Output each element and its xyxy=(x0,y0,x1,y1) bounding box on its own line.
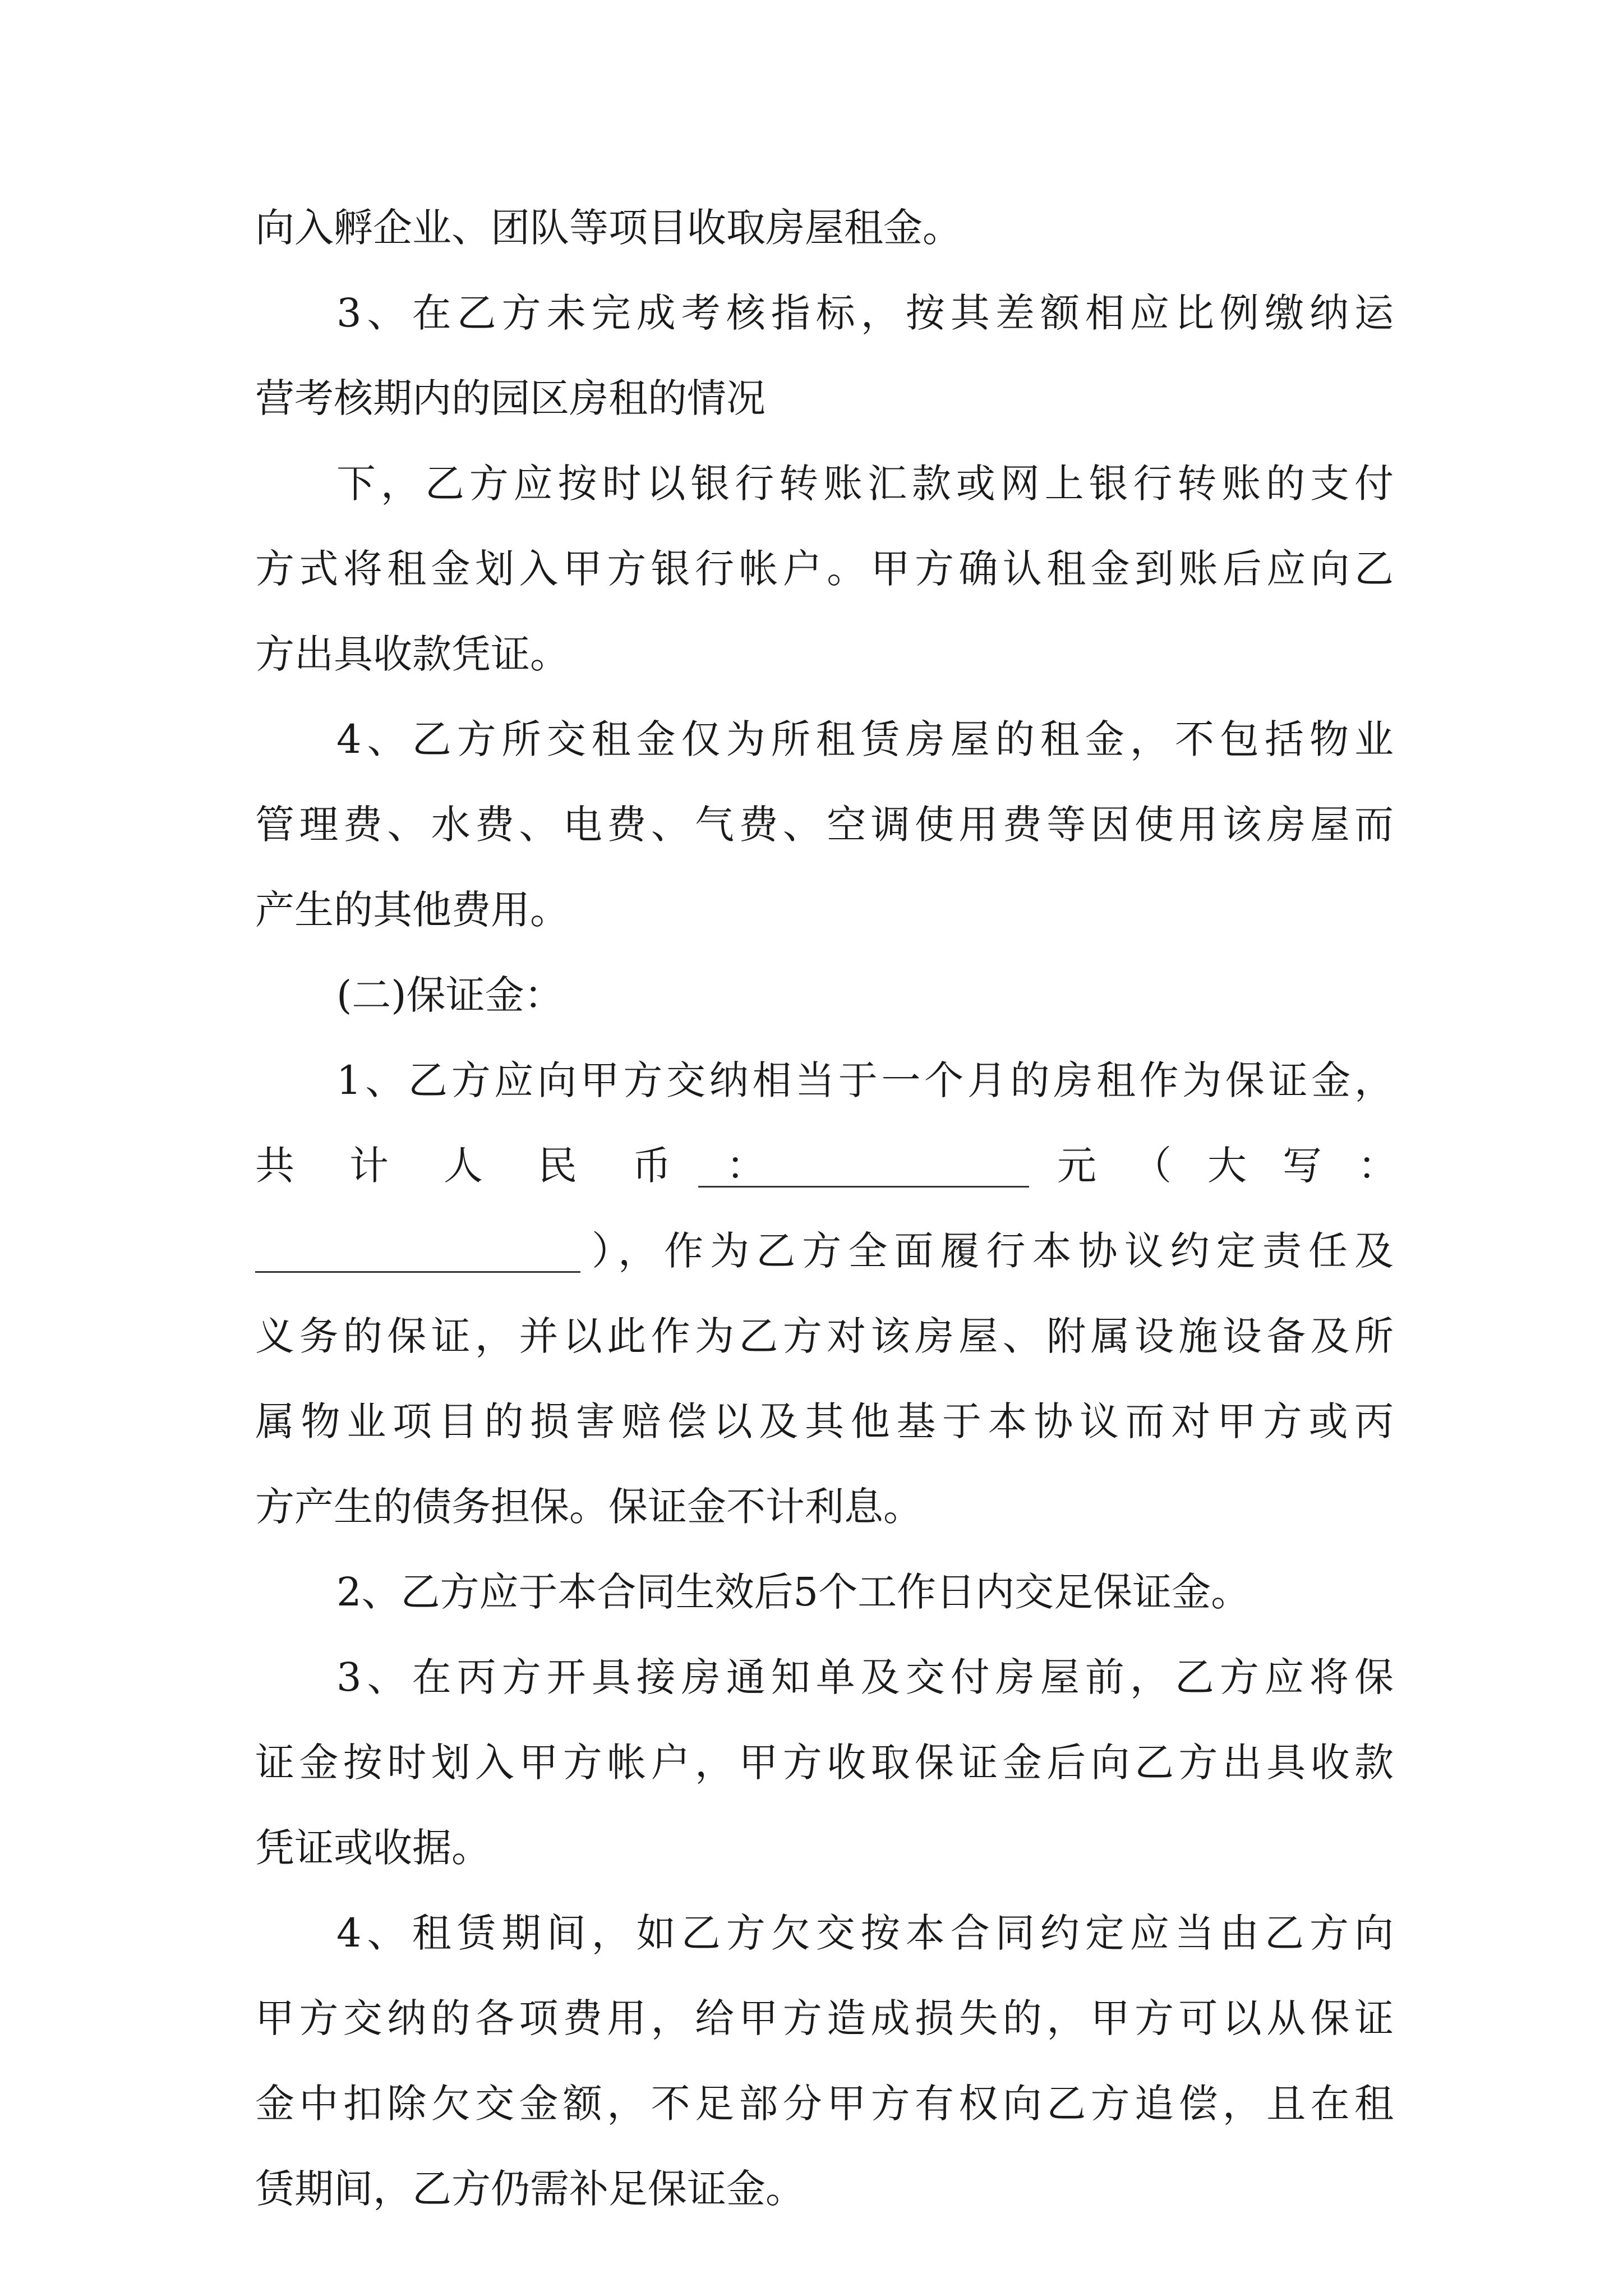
uppercase-blank-field[interactable] xyxy=(255,1232,580,1273)
text-line: 向入孵企业、团队等项目收取房屋租金。 xyxy=(255,205,962,251)
text-line: 产生的其他费用。 xyxy=(255,887,569,933)
text-line: 方式将租金划入甲方银行帐户。甲方确认租金到账后应向乙 xyxy=(255,546,1394,592)
text-line: 4、乙方所交租金仅为所租赁房屋的租金，不包括物业 xyxy=(336,716,1394,762)
text-line: ），作为乙方全面履行本协议约定责任及 xyxy=(592,1228,1394,1274)
section-heading: (二)保证金： xyxy=(336,972,564,1018)
text-line: 3、在乙方未完成考核指标，按其差额相应比例缴纳运 xyxy=(336,290,1394,336)
text-line: 1、乙方应向甲方交纳相当于一个月的房租作为保证金， xyxy=(336,1057,1394,1103)
text-line: 属物业项目的损害赔偿以及其他基于本协议而对甲方或丙 xyxy=(255,1398,1394,1444)
text-line: 4、租赁期间，如乙方欠交按本合同约定应当由乙方向 xyxy=(336,1910,1394,1956)
amount-label: 共计人民币： xyxy=(255,1143,820,1189)
text-line: 2、乙方应于本合同生效后5个工作日内交足保证金。 xyxy=(336,1569,1251,1615)
text-line: 方出具收款凭证。 xyxy=(255,631,569,677)
text-line: 营考核期内的园区房租的情况 xyxy=(255,375,766,421)
text-line: 义务的保证，并以此作为乙方对该房屋、附属设施设备及所 xyxy=(255,1313,1394,1359)
amount-line xyxy=(255,1134,1433,1197)
text-line: 证金按时划入甲方帐户，甲方收取保证金后向乙方出具收款 xyxy=(255,1740,1394,1786)
text-line: 管理费、水费、电费、气费、空调使用费等因使用该房屋而 xyxy=(255,802,1394,848)
amount-blank-field[interactable] xyxy=(698,1147,1029,1188)
amount-uppercase-label: 元（大写： xyxy=(1057,1143,1433,1189)
uppercase-line xyxy=(255,1220,1394,1282)
text-line: 赁期间，乙方仍需补足保证金。 xyxy=(255,2166,805,2212)
text-line: 方产生的债务担保。保证金不计利息。 xyxy=(255,1484,923,1530)
text-line: 凭证或收据。 xyxy=(255,1825,491,1871)
text-line: 下，乙方应按时以银行转账汇款或网上银行转账的支付 xyxy=(336,461,1394,507)
text-line: 3、在丙方开具接房通知单及交付房屋前，乙方应将保 xyxy=(336,1654,1394,1700)
text-line: 甲方交纳的各项费用，给甲方造成损失的，甲方可以从保证 xyxy=(255,1995,1394,2041)
text-line: 金中扣除欠交金额，不足部分甲方有权向乙方追偿，且在租 xyxy=(255,2081,1394,2127)
